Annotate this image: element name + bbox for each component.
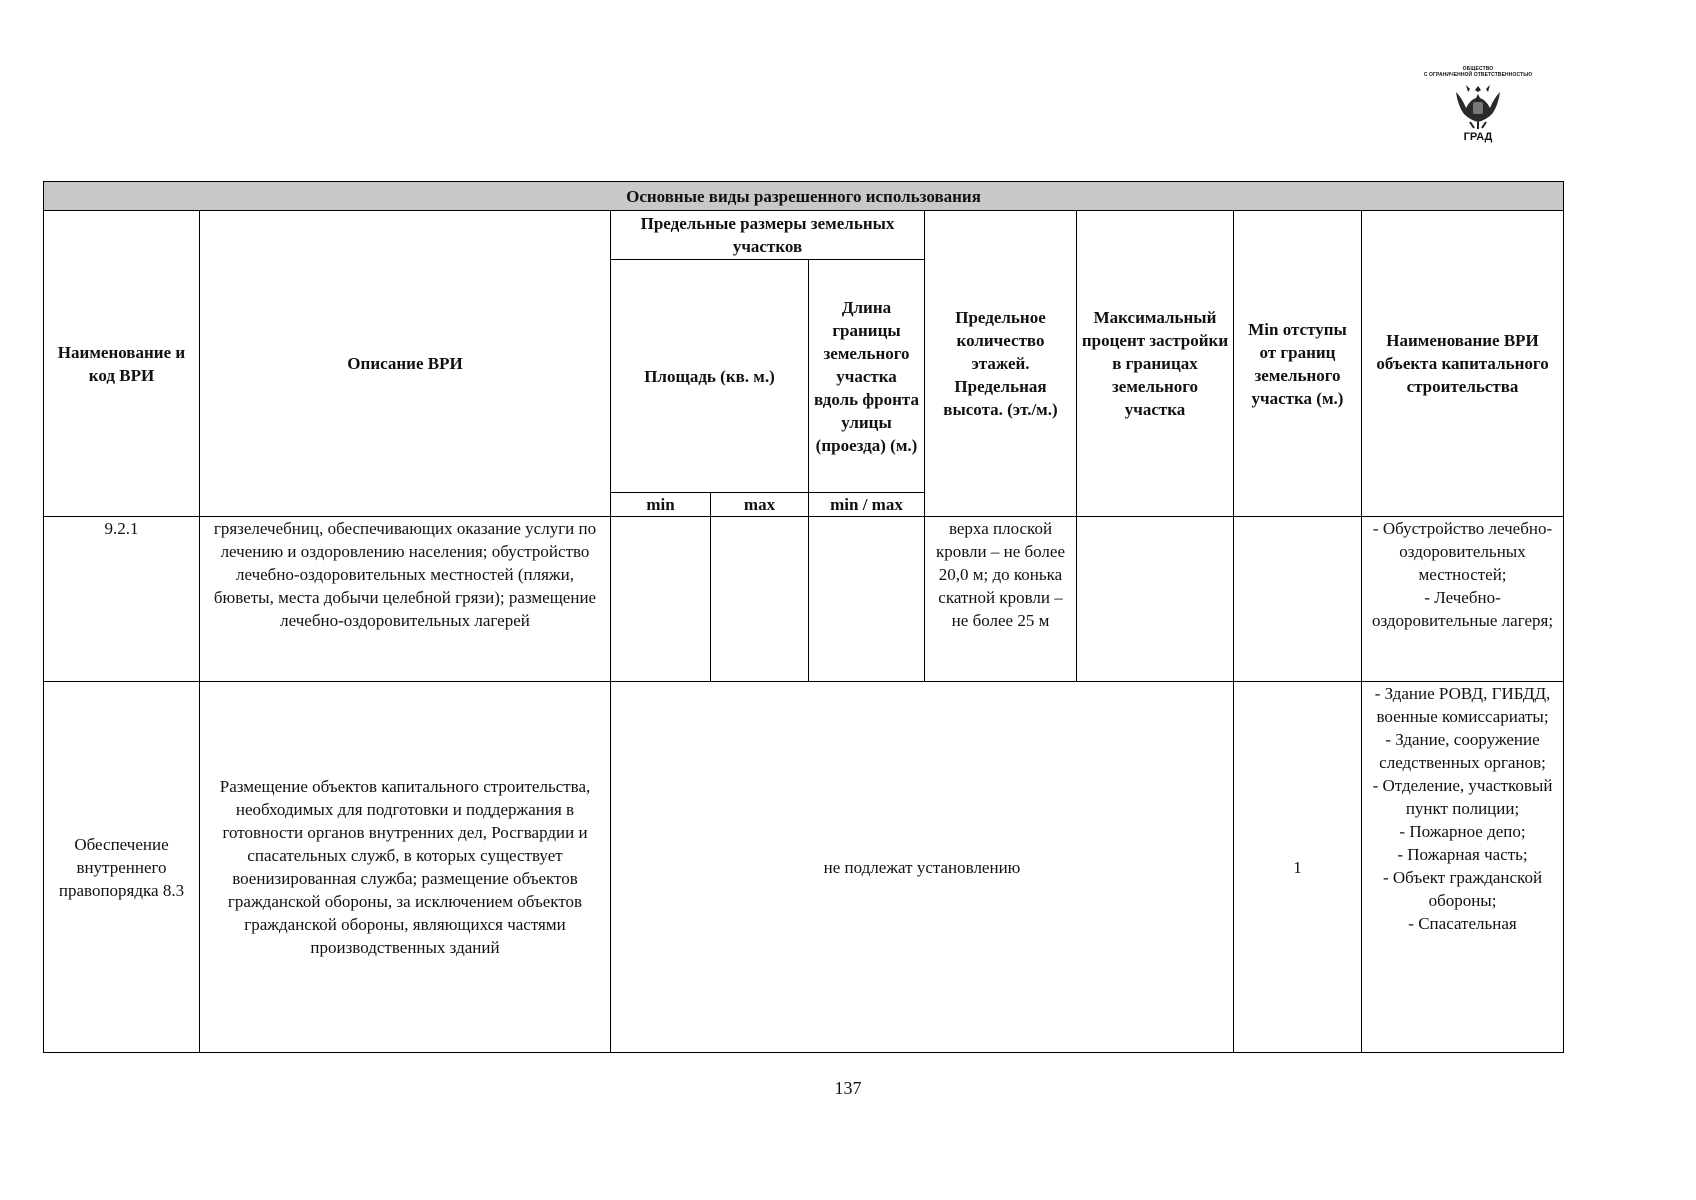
- cell-description: Размещение объектов капитального строительства, необходимых для подготовки и поддержания в готовности органов внутренних дел, Росгвардии и спасательных служб, в которых существует военизированная служба; размещение объектов гражданской обороны, за исключением объектов гражданской обороны, являющихся частями производственных зданий: [200, 682, 611, 1053]
- cell-area-min: [611, 517, 711, 682]
- cell-description: грязелечебниц, обеспечивающих оказание услуги по лечению и оздоровлению населения; обустройство лечебно-оздоровительных местностей (пляжи, бюветы, места добычи целебной грязи); размещение лечебно-оздоровительных лагерей: [200, 517, 611, 682]
- double-headed-eagle-icon: [1452, 80, 1504, 130]
- table-title: Основные виды разрешенного использования: [44, 182, 1564, 211]
- object-item: - Здание РОВД, ГИБДД, военные комиссариаты;: [1374, 684, 1551, 726]
- table-row: [44, 517, 1564, 682]
- logo-org-type: [1390, 66, 1566, 78]
- logo-line2: С ОГРАНИЧЕННОЙ ОТВЕТСТВЕННОСТЬЮ: [1423, 72, 1533, 78]
- object-item: - Отделение, участковый пункт полиции;: [1372, 776, 1553, 818]
- header-object-name: Наименование ВРИ объекта капитального строительства: [1362, 211, 1564, 517]
- cell-objects: [1362, 682, 1564, 1053]
- cell-objects: [1362, 517, 1564, 682]
- cell-area-max: [711, 517, 809, 682]
- table-row: [44, 682, 1564, 1053]
- permitted-use-table: [43, 181, 1564, 1053]
- header-name-code: Наименование и код ВРИ: [44, 211, 200, 517]
- header-floors-height: Предельное количество этажей. Предельная высота. (эт./м.): [925, 211, 1077, 517]
- cell-min-setback: [1234, 517, 1362, 682]
- object-item: - Пожарная часть;: [1397, 845, 1528, 864]
- header-front-min-max: min / max: [809, 493, 925, 517]
- cell-floors-height: верха плоской кровли – не более 20,0 м; до конька скатной кровли – не более 25 м: [925, 517, 1077, 682]
- cell-merged-note: не подлежат установлению: [611, 682, 1234, 1053]
- object-item: - Спасательная: [1408, 914, 1517, 933]
- page-number: 137: [834, 1078, 862, 1098]
- company-logo: [1390, 66, 1566, 156]
- object-item: - Пожарное депо;: [1399, 822, 1526, 841]
- cell-code: 9.2.1: [44, 517, 200, 682]
- logo-line1: ОБЩЕСТВО: [1462, 66, 1494, 72]
- header-area-min: min: [611, 493, 711, 517]
- cell-min-setback: 1: [1234, 682, 1362, 1053]
- cell-max-percent: [1077, 517, 1234, 682]
- object-item: - Обустройство лечебно-оздоровительных местностей;: [1372, 519, 1553, 584]
- object-item: - Объект гражданской обороны;: [1382, 868, 1543, 910]
- header-min-setback: Min отступы от границ земельного участка (м.): [1234, 211, 1362, 517]
- header-area: Площадь (кв. м.): [611, 260, 809, 493]
- logo-company-name: ГРАД: [1463, 131, 1493, 143]
- cell-front: [809, 517, 925, 682]
- header-limits-group: Предельные размеры земельных участков: [611, 211, 925, 260]
- header-front-length: Длина границы земельного участка вдоль фронта улицы (проезда) (м.): [809, 260, 925, 493]
- object-item: - Лечебно-оздоровительные лагеря;: [1371, 588, 1554, 630]
- header-area-max: max: [711, 493, 809, 517]
- object-item: - Здание, сооружение следственных органов;: [1379, 730, 1546, 772]
- header-max-percent: Максимальный процент застройки в границах земельного участка: [1077, 211, 1234, 517]
- cell-code: Обеспечение внутреннего правопорядка 8.3: [44, 682, 200, 1053]
- header-description: Описание ВРИ: [200, 211, 611, 517]
